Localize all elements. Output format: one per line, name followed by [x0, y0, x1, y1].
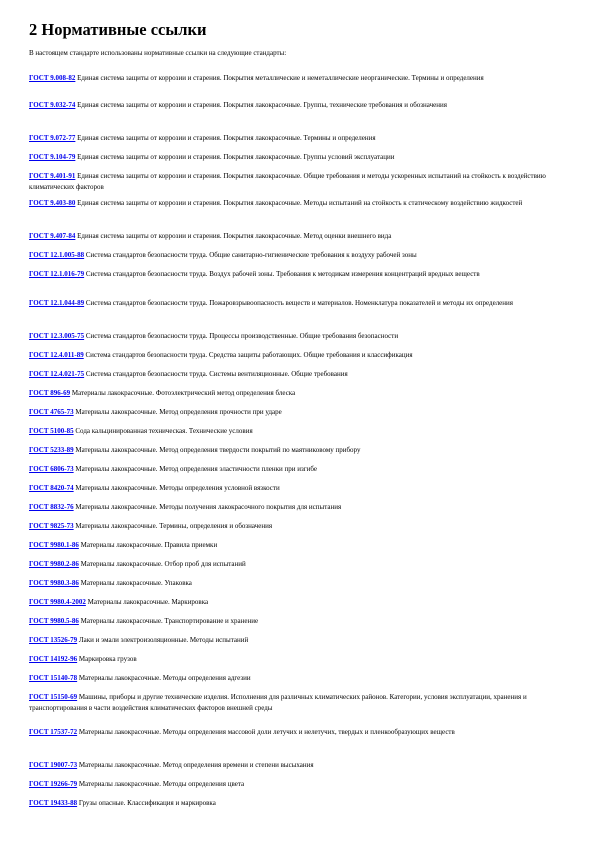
reference-item	[29, 692, 567, 713]
reference-item	[29, 100, 567, 111]
standard-description: Материалы лакокрасочные. Методы определения адгезии	[78, 674, 251, 682]
standard-link[interactable]: ГОСТ 13526-79	[29, 636, 78, 644]
reference-item	[29, 388, 567, 399]
reference-item	[29, 798, 567, 809]
reference-item	[29, 426, 567, 437]
standard-link[interactable]: ГОСТ 9980.3-86	[29, 579, 79, 587]
standard-description: Единая система защиты от коррозии и старения. Покрытия лакокрасочные. Термины и определения	[77, 134, 376, 142]
standard-link[interactable]: ГОСТ 9.008-82	[29, 74, 76, 82]
standard-link[interactable]: ГОСТ 9.401-91	[29, 172, 76, 180]
standard-link[interactable]: ГОСТ 8832-76	[29, 503, 74, 511]
reference-item	[29, 654, 567, 665]
reference-item	[29, 250, 567, 261]
reference-item	[29, 407, 567, 418]
standard-link[interactable]: ГОСТ 9980.4-2002	[29, 598, 86, 606]
standard-link[interactable]: ГОСТ 17537-72	[29, 728, 78, 736]
reference-item	[29, 133, 567, 144]
standard-description: Материалы лакокрасочные. Метод определения эластичности пленки при изгибе	[75, 465, 317, 473]
reference-item	[29, 331, 567, 342]
standard-description: Сода кальцинированная техническая. Технические условия	[75, 427, 253, 435]
reference-item	[29, 760, 567, 771]
standard-description: Материалы лакокрасочные. Методы определения массовой доли летучих и нелетучих, твердых и пленкообразующих веществ	[78, 728, 455, 736]
reference-item	[29, 483, 567, 494]
standard-link[interactable]: ГОСТ 9.407-84	[29, 232, 76, 240]
standard-link[interactable]: ГОСТ 19433-88	[29, 799, 78, 807]
standard-link[interactable]: ГОСТ 5100-85	[29, 427, 74, 435]
reference-item	[29, 673, 567, 684]
reference-item	[29, 502, 567, 513]
standard-description: Материалы лакокрасочные. Методы получения лакокрасочного покрытия для испытания	[75, 503, 342, 511]
standard-description: Единая система защиты от коррозии и старения. Покрытия лакокрасочные. Методы испытаний на стойкость к статическому воздействию жидкостей	[77, 199, 523, 207]
reference-item	[29, 464, 567, 475]
reference-item	[29, 635, 567, 646]
standard-link[interactable]: ГОСТ 12.3.005-75	[29, 332, 85, 340]
standard-description: Система стандартов безопасности труда. Пожаровзрывоопасность веществ и материалов. Номенклатура показателей и методы их определения	[85, 299, 514, 307]
standard-link[interactable]: ГОСТ 9980.1-86	[29, 541, 79, 549]
standard-link[interactable]: ГОСТ 12.4.011-89	[29, 351, 84, 359]
reference-item	[29, 198, 567, 209]
reference-item	[29, 521, 567, 532]
standard-description: Материалы лакокрасочные. Правила приемки	[80, 541, 218, 549]
standard-link[interactable]: ГОСТ 9.072-77	[29, 134, 76, 142]
standard-description: Система стандартов безопасности труда. Воздух рабочей зоны. Требования к методикам измерения концентраций вредных веществ	[85, 270, 480, 278]
standard-link[interactable]: ГОСТ 9980.5-86	[29, 617, 79, 625]
standard-link[interactable]: ГОСТ 19266-79	[29, 780, 78, 788]
standard-description: Материалы лакокрасочные. Отбор проб для испытаний	[80, 560, 246, 568]
standard-description: Лаки и эмали электроизоляционные. Методы испытаний	[78, 636, 249, 644]
standard-link[interactable]: ГОСТ 9.104-79	[29, 153, 76, 161]
reference-item	[29, 152, 567, 163]
standard-description: Единая система защиты от коррозии и старения. Покрытия металлические и неметаллические неорганические. Термины и определения	[77, 74, 484, 82]
reference-item	[29, 231, 567, 242]
standard-description: Материалы лакокрасочные. Маркировка	[87, 598, 209, 606]
standard-description: Единая система защиты от коррозии и старения. Покрытия лакокрасочные. Группы условий эксплуатации	[77, 153, 395, 161]
reference-item	[29, 597, 567, 608]
standard-description: Материалы лакокрасочные. Метод определения времени и степени высыхания	[78, 761, 314, 769]
standard-link[interactable]: ГОСТ 15140-78	[29, 674, 78, 682]
standard-description: Грузы опасные. Классификация и маркировка	[78, 799, 216, 807]
standard-link[interactable]: ГОСТ 12.1.005-88	[29, 251, 85, 259]
document-page	[29, 19, 569, 807]
standard-description: Материалы лакокрасочные. Упаковка	[80, 579, 192, 587]
standard-link[interactable]: ГОСТ 4765-73	[29, 408, 74, 416]
standard-description: Материалы лакокрасочные. Методы определения цвета	[78, 780, 245, 788]
standard-description: Материалы лакокрасочные. Транспортирование и хранение	[80, 617, 259, 625]
standard-description: Система стандартов безопасности труда. Общие санитарно-гигиенические требования к воздуху рабочей зоны	[85, 251, 417, 259]
reference-item	[29, 578, 567, 589]
standard-link[interactable]: ГОСТ 12.4.021-75	[29, 370, 85, 378]
standard-description: Материалы лакокрасочные. Термины, определения и обозначения	[75, 522, 273, 530]
standard-description: Единая система защиты от коррозии и старения. Покрытия лакокрасочные. Группы, технические требования и обозначения	[77, 101, 447, 109]
standard-link[interactable]: ГОСТ 8420-74	[29, 484, 74, 492]
reference-item	[29, 616, 567, 627]
reference-item	[29, 73, 567, 84]
standard-link[interactable]: ГОСТ 9980.2-86	[29, 560, 79, 568]
standard-description: Система стандартов безопасности труда. Процессы производственные. Общие требования безопасности	[85, 332, 399, 340]
standard-link[interactable]: ГОСТ 896-69	[29, 389, 71, 397]
reference-item	[29, 350, 567, 361]
standard-link[interactable]: ГОСТ 12.1.016-79	[29, 270, 85, 278]
standard-link[interactable]: ГОСТ 14192-96	[29, 655, 78, 663]
standard-description: Материалы лакокрасочные. Метод определения твердости покрытий по маятниковому прибору	[75, 446, 361, 454]
reference-item	[29, 445, 567, 456]
reference-item	[29, 540, 567, 551]
standard-description: Система стандартов безопасности труда. Средства защиты работающих. Общие требования и классификация	[85, 351, 413, 359]
standard-link[interactable]: ГОСТ 9.032-74	[29, 101, 76, 109]
standard-description: Материалы лакокрасочные. Методы определения условной вязкости	[75, 484, 280, 492]
intro-paragraph: В настоящем стандарте использованы нормативные ссылки на следующие стандарты:	[29, 49, 287, 57]
standard-link[interactable]: ГОСТ 12.1.044-89	[29, 299, 85, 307]
reference-item	[29, 727, 567, 738]
reference-item	[29, 171, 567, 192]
standard-link[interactable]: ГОСТ 9.403-80	[29, 199, 76, 207]
reference-item	[29, 559, 567, 570]
standard-link[interactable]: ГОСТ 9825-73	[29, 522, 74, 530]
standard-description: Маркировка грузов	[78, 655, 137, 663]
standard-description: Единая система защиты от коррозии и старения. Покрытия лакокрасочные. Метод оценки внешнего вида	[77, 232, 392, 240]
reference-item	[29, 269, 567, 280]
standard-link[interactable]: ГОСТ 19007-73	[29, 761, 78, 769]
standard-description: Материалы лакокрасочные. Метод определения прочности при ударе	[75, 408, 282, 416]
standard-link[interactable]: ГОСТ 6806-73	[29, 465, 74, 473]
standard-description: Материалы лакокрасочные. Фотоэлектрический метод определения блеска	[71, 389, 296, 397]
standard-description: Единая система защиты от коррозии и старения. Покрытия лакокрасочные. Общие требования и методы ускоренных испытаний на стойкость к воздействию климатических факторов	[29, 172, 546, 191]
reference-item	[29, 298, 567, 309]
reference-item	[29, 369, 567, 380]
standard-description: Система стандартов безопасности труда. Системы вентиляционные. Общие требования	[85, 370, 348, 378]
standard-description: Машины, приборы и другие технические изделия. Исполнения для различных климатических районов. Категории, условия эксплуатации, хранения и транспортирования в части воздействия климатических факторов внешней среды	[29, 693, 527, 712]
standard-link[interactable]: ГОСТ 5233-89	[29, 446, 74, 454]
reference-item	[29, 779, 567, 790]
standard-link[interactable]: ГОСТ 15150-69	[29, 693, 78, 701]
section-title: 2 Нормативные ссылки	[29, 20, 207, 39]
